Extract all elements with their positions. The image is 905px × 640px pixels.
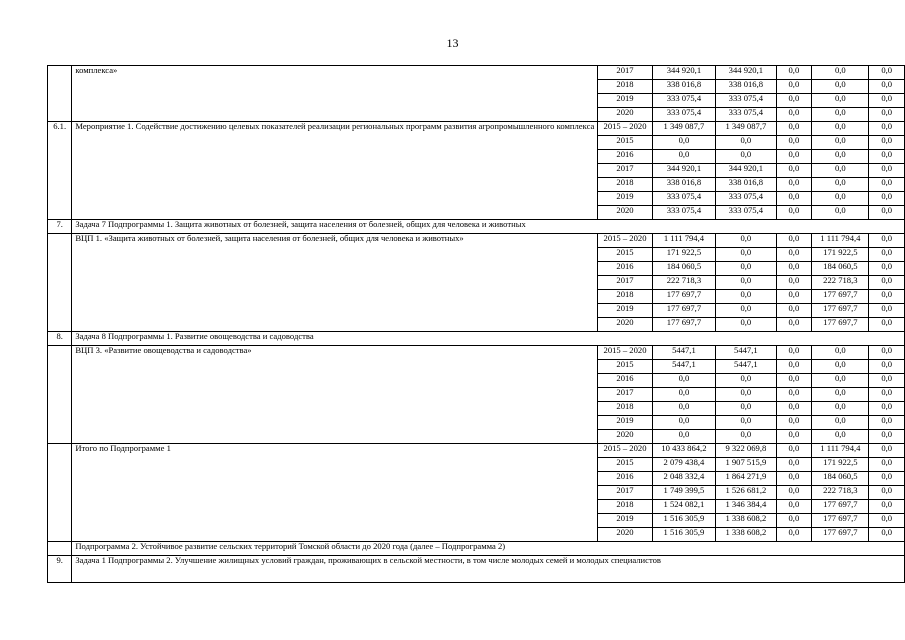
value-cell: 222 718,3 xyxy=(812,486,869,500)
period-cell: 2015 – 2020 xyxy=(598,346,652,360)
value-cell: 1 516 305,9 xyxy=(652,528,716,542)
value-cell: 0,0 xyxy=(869,514,905,528)
row-number xyxy=(48,234,72,332)
value-cell: 177 697,7 xyxy=(812,290,869,304)
period-cell: 2015 xyxy=(598,248,652,262)
period-cell: 2016 xyxy=(598,262,652,276)
value-cell: 0,0 xyxy=(812,374,869,388)
value-cell: 0,0 xyxy=(776,444,812,458)
table-row xyxy=(48,66,905,80)
value-cell: 9 322 069,8 xyxy=(716,444,776,458)
value-cell: 0,0 xyxy=(716,388,776,402)
value-cell: 0,0 xyxy=(812,178,869,192)
value-cell: 0,0 xyxy=(812,136,869,150)
value-cell: 0,0 xyxy=(652,136,716,150)
period-cell: 2018 xyxy=(598,80,652,94)
value-cell: 0,0 xyxy=(716,150,776,164)
value-cell: 10 433 864,2 xyxy=(652,444,716,458)
value-cell: 0,0 xyxy=(716,430,776,444)
period-cell: 2015 xyxy=(598,360,652,374)
value-cell: 1 749 399,5 xyxy=(652,486,716,500)
value-cell: 333 075,4 xyxy=(716,192,776,206)
period-cell: 2020 xyxy=(598,108,652,122)
value-cell: 0,0 xyxy=(652,416,716,430)
value-cell: 0,0 xyxy=(776,374,812,388)
value-cell: 0,0 xyxy=(652,374,716,388)
value-cell: 0,0 xyxy=(776,360,812,374)
period-cell: 2018 xyxy=(598,500,652,514)
value-cell: 1 526 681,2 xyxy=(716,486,776,500)
value-cell: 0,0 xyxy=(776,192,812,206)
value-cell: 0,0 xyxy=(776,318,812,332)
value-cell: 0,0 xyxy=(776,94,812,108)
period-cell: 2018 xyxy=(598,178,652,192)
value-cell: 338 016,8 xyxy=(652,80,716,94)
value-cell: 177 697,7 xyxy=(812,318,869,332)
period-cell: 2015 xyxy=(598,458,652,472)
value-cell: 0,0 xyxy=(776,66,812,80)
value-cell: 0,0 xyxy=(869,150,905,164)
value-cell: 1 338 608,2 xyxy=(716,514,776,528)
table-row xyxy=(48,444,905,458)
value-cell: 333 075,4 xyxy=(652,108,716,122)
value-cell: 338 016,8 xyxy=(716,178,776,192)
value-cell: 0,0 xyxy=(716,136,776,150)
value-cell: 0,0 xyxy=(776,346,812,360)
value-cell: 0,0 xyxy=(776,430,812,444)
period-cell: 2017 xyxy=(598,388,652,402)
value-cell: 0,0 xyxy=(869,458,905,472)
value-cell: 0,0 xyxy=(869,402,905,416)
value-cell: 0,0 xyxy=(812,164,869,178)
value-cell: 184 060,5 xyxy=(652,262,716,276)
table-row xyxy=(48,122,905,136)
value-cell: 0,0 xyxy=(716,416,776,430)
value-cell: 0,0 xyxy=(869,374,905,388)
value-cell: 0,0 xyxy=(776,150,812,164)
value-cell: 0,0 xyxy=(812,108,869,122)
task-row xyxy=(48,220,905,234)
row-number xyxy=(48,542,72,556)
value-cell: 0,0 xyxy=(812,388,869,402)
value-cell: 171 922,5 xyxy=(812,248,869,262)
task-title: Подпрограмма 2. Устойчивое развитие сельских территорий Томской области до 2020 года (далее – Подпрограмма 2) xyxy=(72,542,905,556)
value-cell: 333 075,4 xyxy=(716,206,776,220)
value-cell: 5447,1 xyxy=(716,346,776,360)
value-cell: 0,0 xyxy=(869,486,905,500)
task-title: Задача 1 Подпрограммы 2. Улучшение жилищных условий граждан, проживающих в сельской местности, в том числе молодых семей и молодых специалистов xyxy=(72,556,905,583)
value-cell: 1 346 384,4 xyxy=(716,500,776,514)
row-number: 6.1. xyxy=(48,122,72,220)
value-cell: 0,0 xyxy=(776,290,812,304)
value-cell: 344 920,1 xyxy=(652,164,716,178)
value-cell: 0,0 xyxy=(812,122,869,136)
value-cell: 0,0 xyxy=(869,472,905,486)
value-cell: 0,0 xyxy=(652,388,716,402)
value-cell: 0,0 xyxy=(716,402,776,416)
value-cell: 0,0 xyxy=(869,528,905,542)
value-cell: 0,0 xyxy=(869,444,905,458)
value-cell: 0,0 xyxy=(776,388,812,402)
value-cell: 0,0 xyxy=(869,206,905,220)
value-cell: 0,0 xyxy=(812,66,869,80)
period-cell: 2017 xyxy=(598,66,652,80)
value-cell: 344 920,1 xyxy=(652,66,716,80)
task-title: Задача 7 Подпрограммы 1. Защита животных от болезней, защита населения от болезней, общих для человека и животных xyxy=(72,220,905,234)
value-cell: 338 016,8 xyxy=(652,178,716,192)
value-cell: 0,0 xyxy=(776,416,812,430)
value-cell: 5447,1 xyxy=(652,360,716,374)
value-cell: 0,0 xyxy=(869,360,905,374)
period-cell: 2020 xyxy=(598,206,652,220)
period-cell: 2015 xyxy=(598,136,652,150)
budget-table xyxy=(47,65,905,583)
table-row xyxy=(48,346,905,360)
value-cell: 1 349 087,7 xyxy=(652,122,716,136)
row-number: 9. xyxy=(48,556,72,583)
value-cell: 0,0 xyxy=(869,318,905,332)
value-cell: 0,0 xyxy=(869,164,905,178)
value-cell: 0,0 xyxy=(776,178,812,192)
value-cell: 0,0 xyxy=(869,416,905,430)
value-cell: 0,0 xyxy=(776,528,812,542)
value-cell: 1 111 794,4 xyxy=(812,444,869,458)
value-cell: 177 697,7 xyxy=(812,500,869,514)
value-cell: 0,0 xyxy=(869,136,905,150)
table-body xyxy=(48,66,905,583)
value-cell: 0,0 xyxy=(812,206,869,220)
value-cell: 0,0 xyxy=(869,388,905,402)
value-cell: 177 697,7 xyxy=(652,318,716,332)
value-cell: 171 922,5 xyxy=(812,458,869,472)
value-cell: 0,0 xyxy=(869,66,905,80)
value-cell: 0,0 xyxy=(869,346,905,360)
value-cell: 0,0 xyxy=(716,290,776,304)
period-cell: 2018 xyxy=(598,290,652,304)
value-cell: 0,0 xyxy=(776,472,812,486)
value-cell: 0,0 xyxy=(812,346,869,360)
row-description: Мероприятие 1. Содействие достижению целевых показателей реализации региональных программ развития агропромышленного комплекса xyxy=(72,122,598,220)
value-cell: 184 060,5 xyxy=(812,472,869,486)
period-cell: 2019 xyxy=(598,94,652,108)
value-cell: 0,0 xyxy=(776,234,812,248)
value-cell: 0,0 xyxy=(812,192,869,206)
period-cell: 2017 xyxy=(598,276,652,290)
period-cell: 2015 – 2020 xyxy=(598,122,652,136)
period-cell: 2018 xyxy=(598,402,652,416)
period-cell: 2020 xyxy=(598,528,652,542)
value-cell: 0,0 xyxy=(776,500,812,514)
value-cell: 0,0 xyxy=(776,136,812,150)
table-row xyxy=(48,234,905,248)
value-cell: 1 111 794,4 xyxy=(652,234,716,248)
value-cell: 0,0 xyxy=(812,416,869,430)
value-cell: 0,0 xyxy=(869,262,905,276)
value-cell: 0,0 xyxy=(776,206,812,220)
value-cell: 0,0 xyxy=(869,192,905,206)
value-cell: 1 524 082,1 xyxy=(652,500,716,514)
value-cell: 0,0 xyxy=(812,430,869,444)
value-cell: 1 516 305,9 xyxy=(652,514,716,528)
value-cell: 0,0 xyxy=(776,262,812,276)
period-cell: 2017 xyxy=(598,486,652,500)
period-cell: 2015 – 2020 xyxy=(598,234,652,248)
value-cell: 0,0 xyxy=(869,276,905,290)
value-cell: 338 016,8 xyxy=(716,80,776,94)
value-cell: 0,0 xyxy=(776,122,812,136)
value-cell: 222 718,3 xyxy=(812,276,869,290)
task-title: Задача 8 Подпрограммы 1. Развитие овощеводства и садоводства xyxy=(72,332,905,346)
value-cell: 5447,1 xyxy=(716,360,776,374)
value-cell: 0,0 xyxy=(869,80,905,94)
value-cell: 0,0 xyxy=(652,150,716,164)
value-cell: 0,0 xyxy=(716,248,776,262)
value-cell: 0,0 xyxy=(869,122,905,136)
value-cell: 333 075,4 xyxy=(716,94,776,108)
value-cell: 0,0 xyxy=(869,500,905,514)
period-cell: 2016 xyxy=(598,150,652,164)
period-cell: 2020 xyxy=(598,430,652,444)
value-cell: 0,0 xyxy=(716,318,776,332)
value-cell: 0,0 xyxy=(776,304,812,318)
value-cell: 0,0 xyxy=(869,248,905,262)
row-description: ВЦП 3. «Развитие овощеводства и садоводства» xyxy=(72,346,598,444)
value-cell: 222 718,3 xyxy=(652,276,716,290)
value-cell: 0,0 xyxy=(652,402,716,416)
row-number xyxy=(48,444,72,542)
value-cell: 0,0 xyxy=(776,248,812,262)
value-cell: 2 048 332,4 xyxy=(652,472,716,486)
value-cell: 2 079 438,4 xyxy=(652,458,716,472)
row-number xyxy=(48,346,72,444)
value-cell: 0,0 xyxy=(776,164,812,178)
row-description: ВЦП 1. «Защита животных от болезней, защита населения от болезней, общих для человека и животных» xyxy=(72,234,598,332)
row-description: Итого по Подпрограмме 1 xyxy=(72,444,598,542)
value-cell: 0,0 xyxy=(812,80,869,94)
value-cell: 333 075,4 xyxy=(652,192,716,206)
value-cell: 0,0 xyxy=(869,234,905,248)
value-cell: 171 922,5 xyxy=(652,248,716,262)
value-cell: 333 075,4 xyxy=(652,94,716,108)
value-cell: 1 349 087,7 xyxy=(716,122,776,136)
value-cell: 0,0 xyxy=(812,94,869,108)
value-cell: 0,0 xyxy=(812,150,869,164)
period-cell: 2019 xyxy=(598,514,652,528)
value-cell: 0,0 xyxy=(776,276,812,290)
period-cell: 2019 xyxy=(598,304,652,318)
value-cell: 0,0 xyxy=(812,360,869,374)
value-cell: 177 697,7 xyxy=(812,528,869,542)
value-cell: 0,0 xyxy=(869,94,905,108)
value-cell: 0,0 xyxy=(776,514,812,528)
value-cell: 0,0 xyxy=(776,458,812,472)
value-cell: 1 111 794,4 xyxy=(812,234,869,248)
value-cell: 1 907 515,9 xyxy=(716,458,776,472)
page-number: 13 xyxy=(446,36,459,50)
value-cell: 184 060,5 xyxy=(812,262,869,276)
row-number xyxy=(48,66,72,122)
value-cell: 0,0 xyxy=(716,262,776,276)
value-cell: 0,0 xyxy=(716,374,776,388)
value-cell: 177 697,7 xyxy=(812,304,869,318)
value-cell: 0,0 xyxy=(776,486,812,500)
value-cell: 0,0 xyxy=(869,290,905,304)
value-cell: 0,0 xyxy=(776,80,812,94)
period-cell: 2019 xyxy=(598,416,652,430)
period-cell: 2016 xyxy=(598,374,652,388)
value-cell: 0,0 xyxy=(776,402,812,416)
value-cell: 0,0 xyxy=(869,178,905,192)
value-cell: 344 920,1 xyxy=(716,66,776,80)
task-row xyxy=(48,556,905,583)
value-cell: 344 920,1 xyxy=(716,164,776,178)
value-cell: 177 697,7 xyxy=(652,304,716,318)
row-description: комплекса» xyxy=(72,66,598,122)
value-cell: 0,0 xyxy=(716,304,776,318)
value-cell: 0,0 xyxy=(652,430,716,444)
value-cell: 0,0 xyxy=(812,402,869,416)
task-row xyxy=(48,542,905,556)
value-cell: 333 075,4 xyxy=(716,108,776,122)
value-cell: 1 864 271,9 xyxy=(716,472,776,486)
task-row xyxy=(48,332,905,346)
row-number: 8. xyxy=(48,332,72,346)
value-cell: 0,0 xyxy=(869,108,905,122)
row-number: 7. xyxy=(48,220,72,234)
period-cell: 2017 xyxy=(598,164,652,178)
value-cell: 1 338 608,2 xyxy=(716,528,776,542)
value-cell: 333 075,4 xyxy=(652,206,716,220)
period-cell: 2015 – 2020 xyxy=(598,444,652,458)
period-cell: 2019 xyxy=(598,192,652,206)
period-cell: 2016 xyxy=(598,472,652,486)
value-cell: 177 697,7 xyxy=(652,290,716,304)
value-cell: 0,0 xyxy=(869,430,905,444)
value-cell: 177 697,7 xyxy=(812,514,869,528)
value-cell: 0,0 xyxy=(869,304,905,318)
value-cell: 0,0 xyxy=(776,108,812,122)
period-cell: 2020 xyxy=(598,318,652,332)
value-cell: 5447,1 xyxy=(652,346,716,360)
value-cell: 0,0 xyxy=(716,234,776,248)
value-cell: 0,0 xyxy=(716,276,776,290)
